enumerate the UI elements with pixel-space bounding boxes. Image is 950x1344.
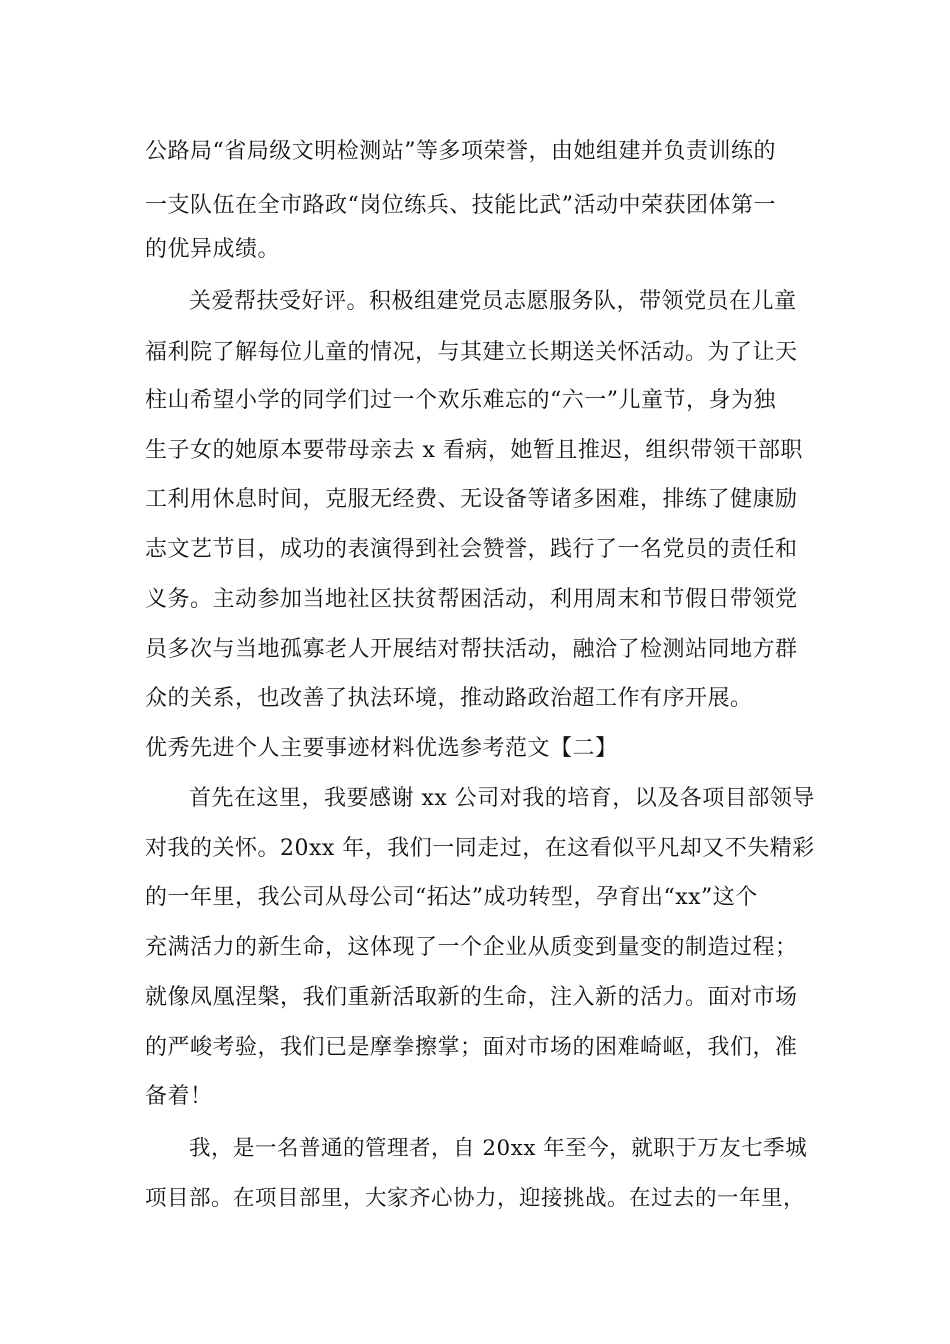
text-line: 众的关系，也改善了执法环境，推动路政治超工作有序开展。	[145, 686, 753, 711]
text-line: 柱山希望小学的同学们过一个欢乐难忘的“六一”儿童节，身为独	[145, 388, 776, 413]
text-line: 工利用休息时间，克服无经费、无设备等诸多困难，排练了健康励	[145, 487, 798, 512]
text-line: 员多次与当地孤寡老人开展结对帮扶活动，融洽了检测站同地方群	[145, 637, 798, 662]
text-line: 福利院了解每位儿童的情况，与其建立长期送关怀活动。为了让天	[145, 340, 798, 365]
text-line: 公路局“省局级文明检测站”等多项荣誉，由她组建并负责训练的	[145, 139, 776, 164]
text-line: 我，是一名普通的管理者，自 20xx 年至今，就职于万友七季城	[189, 1136, 808, 1161]
text-line: 充满活力的新生命，这体现了一个企业从质变到量变的制造过程；	[145, 935, 798, 960]
text-line: 义务。主动参加当地社区扶贫帮困活动，利用周末和节假日带领党	[145, 587, 798, 612]
text-line: 项目部。在项目部里，大家齐心协力，迎接挑战。在过去的一年里，	[145, 1186, 806, 1211]
text-line: 首先在这里，我要感谢 xx 公司对我的培育，以及各项目部领导	[189, 786, 815, 811]
text-line: 志文艺节目，成功的表演得到社会赞誉，践行了一名党员的责任和	[145, 537, 798, 562]
text-line: 就像凤凰涅槃，我们重新活取新的生命，注入新的活力。面对市场	[145, 985, 798, 1010]
text-line: 备着！	[145, 1084, 213, 1109]
text-line: 一支队伍在全市路政“岗位练兵、技能比武”活动中荣获团体第一	[145, 193, 776, 218]
text-line: 的优异成绩。	[145, 237, 281, 262]
text-line: 生子女的她原本要带母亲去 x 看病，她暂且推迟，组织带领干部职	[145, 438, 803, 463]
section-heading: 优秀先进个人主要事迹材料优选参考范文【二】	[145, 736, 618, 761]
text-line: 关爱帮扶受好评。积极组建党员志愿服务队，带领党员在儿童	[189, 289, 797, 314]
text-line: 的一年里，我公司从母公司“拓达”成功转型，孕育出“xx”这个	[145, 885, 758, 910]
text-line: 对我的关怀。20xx 年，我们一同走过，在这看似平凡却又不失精彩	[145, 836, 815, 861]
text-line: 的严峻考验，我们已是摩拳擦掌；面对市场的困难崎岖，我们，准	[145, 1035, 798, 1060]
